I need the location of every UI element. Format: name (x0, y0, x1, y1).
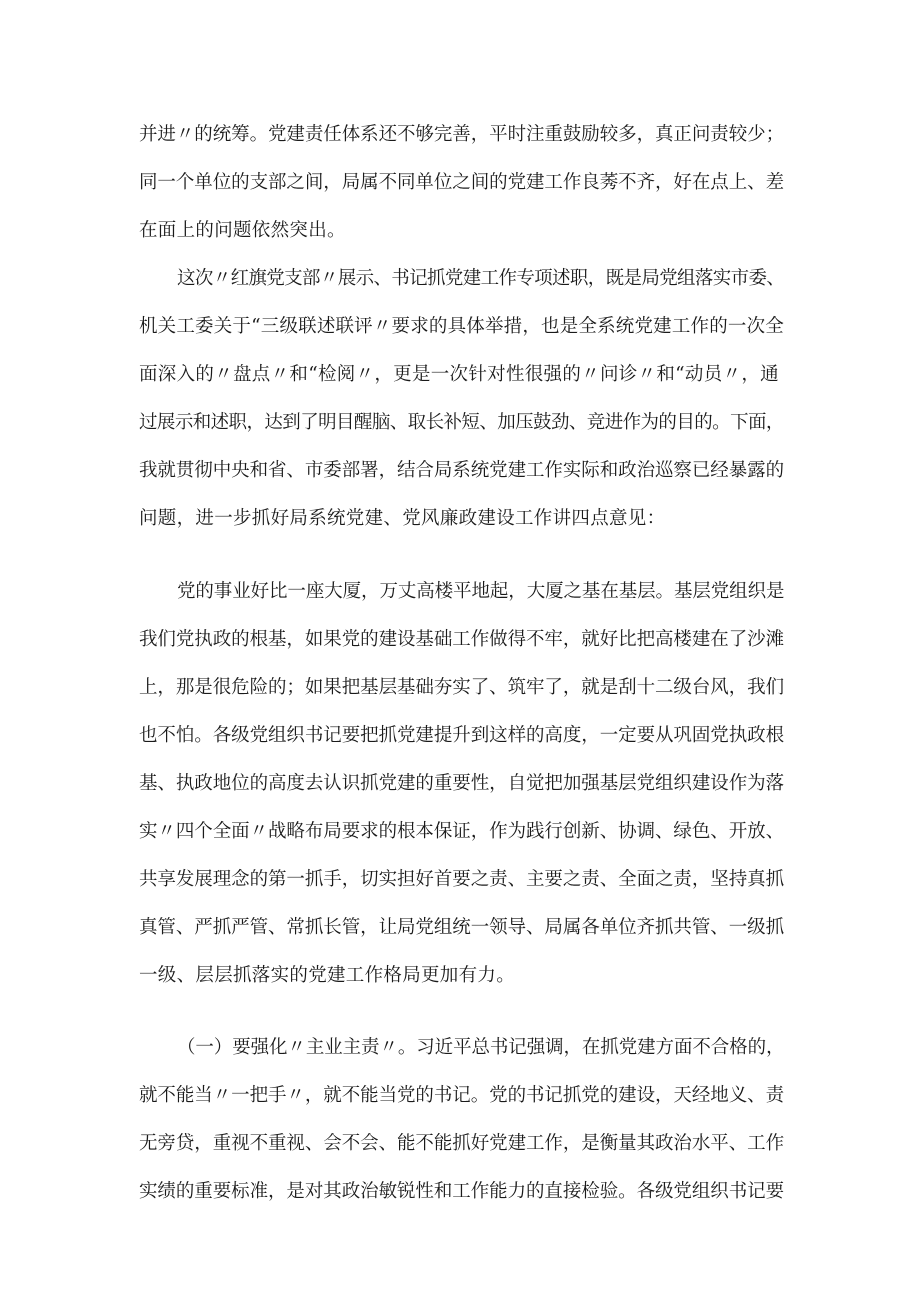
text-line: 实绩的重要标准，是对其政治敏锐性和工作能力的直接检验。各级党组织书记要 (139, 1181, 785, 1202)
text-line: 就不能当〃一把手〃，就不能当党的书记。党的书记抓党的建设，天经地义、责 (139, 1085, 785, 1106)
text-line: 过展示和述职，达到了明目醒脑、取长补短、加压鼓劲、竞进作为的目的。下面， (139, 412, 784, 433)
text-line: 真管、严抓严管、常抓长管，让局党组统一领导、局属各单位齐抓共管、一级抓 (139, 917, 785, 938)
text-line: 机关工委关于“三级联述联评〃要求的具体举措，也是全系统党建工作的一次全 (139, 316, 784, 337)
text-line: 共享发展理念的第一抓手，切实担好首要之责、主要之责、全面之责，坚持真抓 (139, 869, 785, 890)
text-line: 并进〃的统筹。党建责任体系还不够完善，平时注重鼓励较多，真正问责较少； (139, 124, 785, 145)
text-line: 同一个单位的支部之间，局属不同单位之间的党建工作良莠不齐，好在点上、差 (139, 172, 785, 193)
text-line: 实〃四个全面〃战略布局要求的根本保证，作为践行创新、协调、绿色、开放、 (139, 821, 785, 842)
text-line: 一级、层层抓落实的党建工作格局更加有力。 (139, 965, 516, 986)
text-line: 面深入的〃盘点〃和“检阅〃，更是一次针对性很强的〃问诊〃和“动员〃，通 (139, 364, 779, 385)
text-line: 这次〃红旗党支部〃展示、书记抓党建工作专项述职，既是局党组落实市委、 (177, 268, 785, 289)
text-line: 我就贯彻中央和省、市委部署，结合局系统党建工作实际和政治巡察已经暴露的 (139, 460, 785, 481)
text-line: 党的事业好比一座大厦，万丈高楼平地起，大厦之基在基层。基层党组织是 (177, 581, 785, 602)
text-line: （一）要强化〃主业主责〃。习近平总书记强调，在抓党建方面不合格的， (177, 1037, 785, 1058)
text-line: 问题，进一步抓好局系统党建、党风廉政建设工作讲四点意见： (139, 508, 666, 529)
text-line: 无旁贷，重视不重视、会不会、能不能抓好党建工作，是衡量其政治水平、工作 (139, 1133, 785, 1154)
text-line: 基、执政地位的高度去认识抓党建的重要性，自觉把加强基层党组织建设作为落 (139, 773, 785, 794)
text-line: 我们党执政的根基，如果党的建设基础工作做得不牢，就好比把高楼建在了沙滩 (139, 629, 785, 650)
text-line: 也不怕。各级党组织书记要把抓党建提升到这样的高度，一定要从巩固党执政根 (139, 725, 785, 746)
text-line: 在面上的问题依然突出。 (139, 220, 346, 241)
text-line: 上，那是很危险的；如果把基层基础夯实了、筑牢了，就是刮十二级台风，我们 (139, 677, 785, 698)
